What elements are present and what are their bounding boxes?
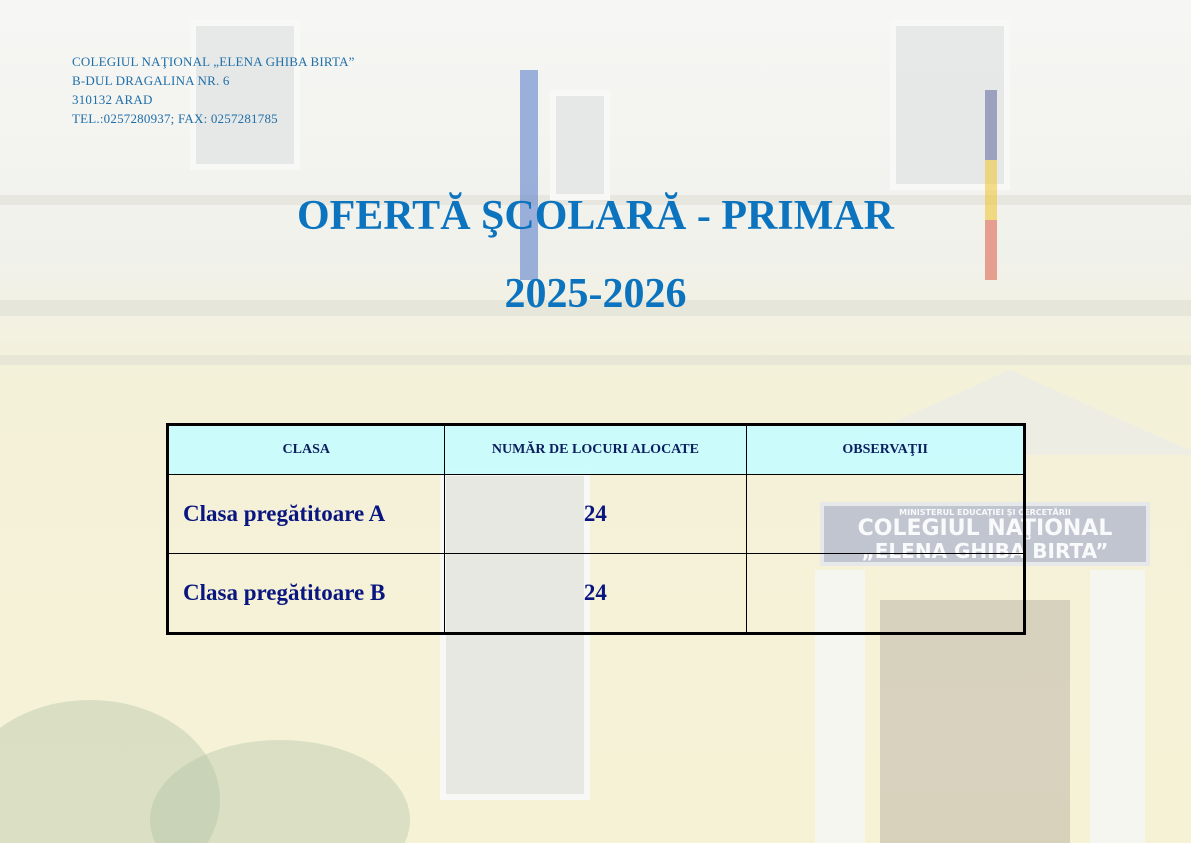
offer-table <box>166 423 1026 635</box>
school-year: 2025-2026 <box>504 271 687 317</box>
table-header-row <box>168 425 1025 475</box>
school-name: COLEGIUL NAŢIONAL „ELENA GHIBA BIRTA” <box>72 54 355 69</box>
school-city: 310132 ARAD <box>72 92 153 107</box>
column-header-locuri: NUMĂR DE LOCURI ALOCATE <box>444 425 747 475</box>
observations-cell <box>747 554 1025 634</box>
column-header-clasa: CLASA <box>168 425 445 475</box>
seats-cell: 24 <box>444 475 747 554</box>
observations-cell <box>747 475 1025 554</box>
column-header-observatii: OBSERVAŢII <box>747 425 1025 475</box>
school-header <box>72 52 355 128</box>
page-title: OFERTĂ ŞCOLARĂ - PRIMAR <box>296 193 895 239</box>
school-phone-fax: TEL.:0257280937; FAX: 0257281785 <box>72 111 278 126</box>
class-name-cell: Clasa pregătitoare B <box>168 554 445 634</box>
class-name-cell: Clasa pregătitoare A <box>168 475 445 554</box>
table-row <box>168 554 1025 634</box>
school-sign: MINISTERUL EDUCAŢIEI ŞI CERCETĂRII COLEGIUL NAŢIONAL „ELENA GHIBA BIRTA” <box>820 502 1150 566</box>
seats-cell: 24 <box>444 554 747 634</box>
table-row <box>168 475 1025 554</box>
school-address: B-DUL DRAGALINA NR. 6 <box>72 73 230 88</box>
